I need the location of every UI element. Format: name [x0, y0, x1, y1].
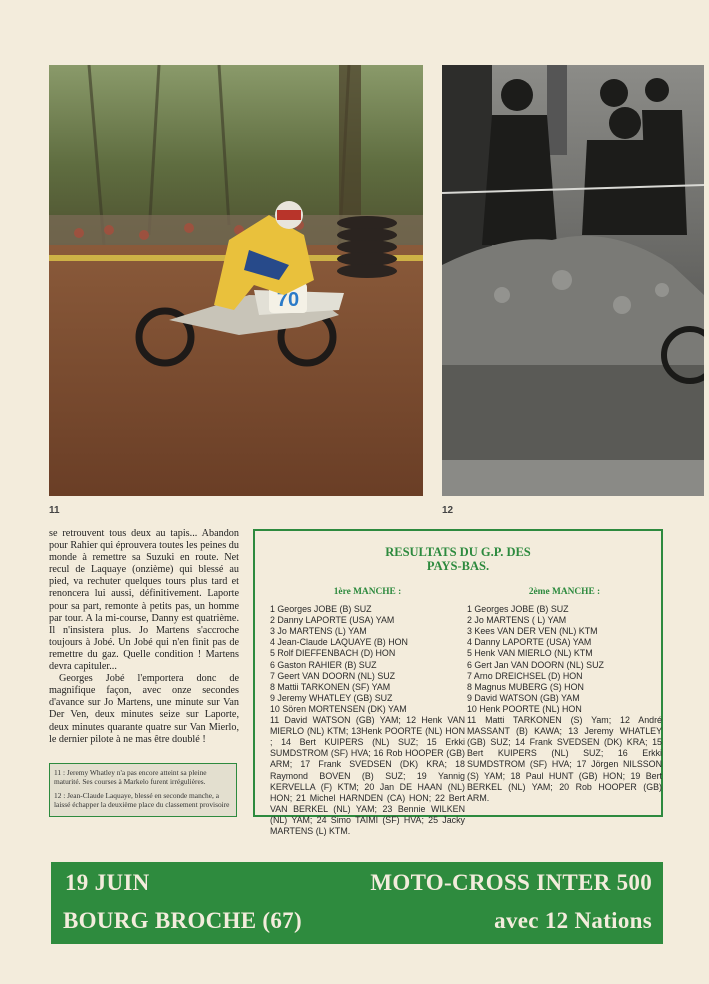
- result-row: 5 Rolf DIEFFENBACH (D) HON: [270, 648, 396, 659]
- manche1-column: [270, 587, 465, 837]
- result-row: 8 Magnus MUBERG (S) HON: [467, 681, 584, 692]
- result-row: 4 Jean-Claude LAQUAYE (B) HON: [270, 637, 408, 648]
- result-row: 8 Mattii TARKONEN (SF) YAM: [270, 681, 391, 692]
- caption-12: 12 : Jean-Claude Laquaye, blessé en seconde manche, a laissé échapper la deuxième place du classement provisoire: [54, 790, 230, 810]
- manche2-column: [467, 587, 662, 804]
- spectators-photo-illustration: [442, 65, 704, 496]
- result-row: 3 Kees VAN DER VEN (NL) KTM: [467, 626, 598, 637]
- rider-photo-illustration: [49, 65, 423, 496]
- result-row: 2 Danny LAPORTE (USA) YAM: [270, 615, 395, 626]
- result-row: 9 David WATSON (GB) YAM: [467, 692, 580, 703]
- results-box: [253, 529, 663, 836]
- photo-number-right: 12: [442, 505, 454, 516]
- result-row: 6 Gaston RAHIER (B) SUZ: [270, 659, 377, 670]
- manche2-list: [467, 604, 662, 715]
- manche1-label: 1ère MANCHE :: [333, 587, 402, 597]
- result-row: 10 Sören MORTENSEN (DK) YAM: [270, 703, 407, 714]
- results-title-line2: PAYS-BAS.: [426, 559, 490, 573]
- banner-subtitle: avec 12 Nations: [494, 908, 652, 933]
- result-row: 7 Geert VAN DOORN (NL) SUZ: [270, 670, 396, 681]
- manche2-rest: 11 Matti TARKONEN (S) Yam; 12 André MASSANT (B) KAWA; 13 Jeremy WHATLEY (GB) SUZ; 14 Frank SVEDSEN (DK) KRA; 15 Bert KUIPERS (NL) SUZ; 16 Erkki SUMDSTROM (SF) HVA; 17 Jörgen NILSSON (S) YAM; 18 Paul HUNT (GB) HON; 19 Bert BERKEL (NL) YAM; 20 Rob HOOPER (GB) ARM.: [467, 715, 662, 803]
- article-paragraph: Georges Jobé l'emportera donc de magnifique façon, avec onze secondes d'avance sur Jo Martens, une minute sur Van Der Ven, deux minutes seize sur Laporte, deux minutes quarante quatre sur Van Mierlo, le dernier pilote à ne mas être doublé !: [49, 673, 239, 745]
- result-row: 3 Jo MARTENS (L) YAM: [270, 626, 367, 637]
- results-title: [255, 545, 661, 573]
- spectators-photo: [442, 65, 704, 496]
- motocross-rider-photo: [49, 65, 423, 496]
- manche1-list: [270, 604, 465, 715]
- banner-date: 19 JUIN: [65, 870, 150, 895]
- manche2-label: 2ème MANCHE :: [528, 587, 601, 597]
- caption-11: 11 : Jeremy Whatley n'a pas encore atteint sa pleine maturité. Ses courses à Markelo furent irrégulières.: [54, 768, 207, 787]
- result-row: 5 Henk VAN MIERLO (NL) KTM: [467, 648, 593, 659]
- result-row: 2 Jo MARTENS ( L) YAM: [467, 615, 567, 626]
- result-row: 7 Arno DREICHSEL (D) HON: [467, 670, 583, 681]
- svg-text:70: 70: [276, 289, 300, 311]
- photo-captions-box: [49, 763, 237, 817]
- result-row: 1 Georges JOBE (B) SUZ: [467, 604, 569, 615]
- event-banner: [51, 862, 663, 944]
- manche1-rest: 11 David WATSON (GB) YAM; 12 Henk VAN MIERLO (NL) KTM; 13Henk POORTE (NL) HON ; 14 Bert KUIPERS (NL) SUZ; 15 Erkki SUMDSTROM (SF) HVA; 16 Rob HOOPER (GB) ARM; 17 Frank SVEDSEN (DK) KRA; 18 Raymond BOVEN (B) SUZ; 19 Yannig KERVELLA (F) KTM; 20 Jan DE HAAN (NL) HON; 21 Michel HARNDEN (CA) HON; 22 Bert VAN BERKEL (NL) YAM; 23 Bennie WILKEN (NL) YAM; 24 Simo TAIMI (SF) HVA; 25 Jacky MARTENS (L) KTM.: [270, 715, 465, 836]
- result-row: 4 Danny LAPORTE (USA) YAM: [467, 637, 592, 648]
- article-body: [49, 528, 239, 746]
- article-paragraph: se retrouvent tous deux au tapis... Abandon pour Rahier qui éprouvera toutes les peines du monde à remettre sa Suzuki en route. Net recul de Laquaye (onzième) qui blessé au pied, va rechuter quelques tours plus tard et renoncera lui aussi, définitivement. Laporte pour sa part, remonte à petits pas, un homme par tour. A la mi-course, Danny est quatrième. Il n'insistera plus. Jo Martens s'accroche toujours à Jobé. Un Jobé qui n'en finit pas de remettre du gaz. Quelle condition ! Martens devra capituler...: [49, 528, 239, 673]
- banner-title: MOTO-CROSS INTER 500: [370, 870, 652, 895]
- photo-number-left: 11: [49, 505, 60, 516]
- results-title-line1: RESULTATS DU G.P. DES: [385, 545, 531, 559]
- result-row: 9 Jeremy WHATLEY (GB) SUZ: [270, 692, 393, 703]
- banner-place: BOURG BROCHE (67): [63, 908, 302, 933]
- result-row: 10 Henk POORTE (NL) HON: [467, 703, 582, 714]
- result-row: 1 Georges JOBE (B) SUZ: [270, 604, 372, 615]
- result-row: 6 Gert Jan VAN DOORN (NL) SUZ: [467, 659, 604, 670]
